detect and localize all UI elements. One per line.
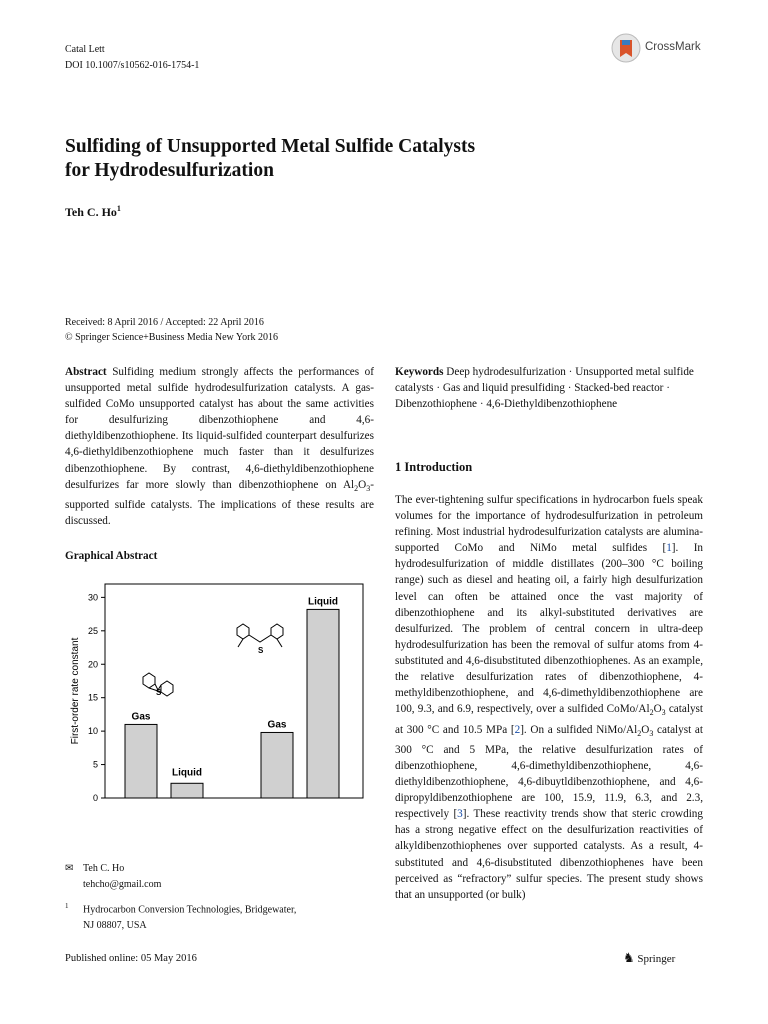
sulfur-label: S (156, 688, 162, 697)
citation-link[interactable]: 1 (666, 542, 672, 555)
body-text: ]. These reactivity trends show that steric crowding has a strong negative effect on the desulfurization reactivities of alkyldibenzothiophenes over supported catalysts. As a result, 4-substituted and 4,6-disubstituted dibenzothiophenes have been perceived as “refractory” sulfur species. The present study shows that an unsupported (or bulk) (395, 808, 703, 901)
subscript: 3 (649, 728, 654, 738)
abstract-label: Abstract (65, 366, 107, 378)
correspondence-name: Teh C. Ho (83, 863, 125, 874)
journal-name: Catal Lett (65, 44, 105, 55)
author (65, 204, 121, 220)
bar (307, 609, 339, 798)
journal-header (65, 42, 199, 74)
article-dates (65, 315, 278, 345)
correspondence-email[interactable]: tehcho@gmail.com (83, 879, 162, 890)
subscript: 2 (637, 728, 642, 738)
y-tick-label: 0 (92, 793, 98, 803)
publisher-logo (623, 950, 675, 966)
abstract (65, 364, 374, 529)
crossmark-icon (611, 33, 641, 63)
abstract-text: Sulfiding medium strongly affects the performances of unsupported metal sulfide hydrodesulfurization catalysts. A gas-sulfided CoMo unsupported catalyst has about the same activities for desulfurizing dibenzothiophene and 4,6-diethyldibenzothiophene. Its liquid-sulfided counterpart desulfurizes 4,6-diethyldibenzothiophene much faster than it desulfurizes dibenzothiophene. By contrast, 4,6-diethyldibenzothiophene desulfurizes far more slowly than dibenzothiophene on Al (65, 366, 375, 491)
keywords-label: Keywords (395, 366, 444, 378)
author-name: Teh C. Ho (65, 205, 117, 219)
bar (125, 724, 157, 798)
keywords-text: Deep hydrodesulfurization · Unsupported metal sulfide catalysts · Gas and liquid presulfiding · Stacked-bed reactor · Dibenzothiophene · 4,6-Diethyldibenzothiophene (395, 366, 694, 411)
body-text: O (641, 723, 650, 736)
citation-link[interactable]: 2 (514, 723, 521, 736)
bar-label: Liquid (172, 767, 202, 779)
diethyldibenzothiophene-structure (237, 624, 283, 647)
section-heading: 1 Introduction (395, 460, 473, 474)
body-text: The ever-tightening sulfur specifications in hydrocarbon fuels speak volumes for the importance of hydrodesulfurization in petroleum refining. Most industrial hydrodesulfurization catalysts are alumina-supported CoMo and NiMo metal sulfides [ (395, 494, 703, 555)
article-title (65, 135, 685, 183)
y-tick-label: 10 (87, 726, 98, 737)
keywords (395, 364, 703, 412)
body-text: catalyst at 300 °C and 5 MPa, the relative desulfurization rates of dibenzothiophene, 4,6-dimethyldibenzothiophene, 4,6-diethyldibenzothiophene, 4,6-dibuytldibenzothiophene, and 4,6-dipropyldibenzothiophene are 100, 15.9, 11.9, 6.3, and 2.3, respectively [ (395, 723, 703, 821)
graphical-abstract-chart (65, 578, 375, 840)
title-line-2: for Hydrodesulfurization (65, 160, 274, 181)
y-tick-label: 25 (87, 625, 98, 636)
crossmark-label: CrossMark (645, 41, 701, 53)
body-text: ]. In hydrodesulfurization of middle distillates (200–300 °C boiling range) such as diesel and heating oil, a fairly high desulfurization level can often be attained once the vast majority of dibenzothiophene and its alkyl-substituted derivatives are desulfurized. The problem of central concern in ultra-deep hydrodesulfurization has been the removal of sulfur atoms from 4-substituted and 4,6-disubstituted dibenzothiophenes. As an example, the relative desulfurization rates of dibenzothiophene, 4-methyldibenzothiophene, and 4,6-dimethyldibenzothiophene are 100, 9.3, and 6.9, respectively, over a sulfided CoMo/Al (395, 542, 704, 716)
subscript: 3 (366, 483, 371, 493)
correspondence (65, 861, 374, 893)
bar-label: Liquid (308, 596, 338, 608)
subscript: 2 (649, 708, 654, 718)
abstract-text: O (358, 478, 367, 491)
abstract-text: -supported sulfide catalysts. The implications of these results are discussed. (65, 478, 374, 528)
title-line-1: Sulfiding of Unsupported Metal Sulfide Catalysts (65, 136, 476, 157)
sulfur-label: S (258, 646, 264, 655)
body-text: O (653, 703, 662, 716)
received-accepted: Received: 8 April 2016 / Accepted: 22 April 2016 (65, 317, 264, 328)
bar-label: Gas (131, 711, 151, 723)
introduction-text (395, 492, 703, 903)
publisher-name: Springer (637, 953, 676, 965)
bar (261, 732, 293, 798)
y-tick-label: 15 (87, 692, 98, 703)
affiliation-line: Hydrocarbon Conversion Technologies, Bridgewater, (83, 904, 297, 916)
envelope-icon: ✉ (65, 863, 74, 874)
y-tick-label: 20 (87, 659, 98, 670)
bar-label: Gas (267, 719, 287, 731)
body-text: ]. On a sulfided NiMo/Al (520, 723, 638, 736)
doi[interactable]: DOI 10.1007/s10562-016-1754-1 (65, 60, 200, 71)
y-tick-label: 30 (87, 592, 98, 603)
bar (171, 783, 203, 798)
crossmark-badge[interactable] (611, 33, 711, 63)
subscript: 3 (661, 708, 666, 718)
y-tick-label: 5 (92, 759, 98, 770)
affiliation (65, 898, 374, 934)
citation-link[interactable]: 3 (457, 808, 463, 821)
copyright: © Springer Science+Business Media New York 2016 (65, 332, 278, 343)
published-online: Published online: 05 May 2016 (65, 953, 197, 964)
affiliation-number: 1 (65, 902, 69, 910)
body-text: catalyst at 300 °C and 10.5 MPa [ (395, 703, 703, 736)
affiliation-line: NJ 08807, USA (83, 920, 147, 932)
author-affiliation-marker: 1 (116, 204, 121, 213)
subscript: 2 (354, 483, 359, 493)
graphical-abstract-heading: Graphical Abstract (65, 550, 158, 562)
springer-horse-icon: ♞ (623, 950, 635, 965)
y-axis-label: First-order rate constant (70, 637, 81, 745)
